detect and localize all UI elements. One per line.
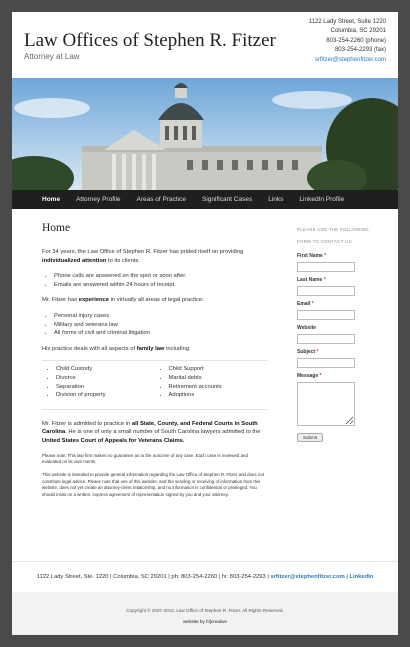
list-item: • Military and veterans law	[54, 321, 267, 330]
list-item: • Emails are answered within 24 hours of receipt.	[54, 281, 267, 290]
message-field[interactable]	[297, 382, 355, 426]
family-law-list-left	[56, 365, 155, 399]
last-name-label	[297, 277, 382, 283]
footer-contact-bar	[12, 561, 398, 591]
text: including:	[164, 345, 191, 352]
label-text: First Name	[297, 253, 323, 259]
footer-copyright-bar	[12, 592, 398, 635]
list-item: • Marital debts	[169, 374, 268, 383]
page	[12, 12, 398, 635]
nav-areas-of-practice[interactable]: Areas of Practice	[136, 196, 186, 203]
footer-email-link[interactable]: srfitzer@stephenfitzer.com	[270, 574, 345, 580]
form-intro: PLEASE USE THE FOLLOWING FORM TO CONTACT US	[297, 227, 370, 244]
label-text: Email	[297, 301, 311, 307]
text-bold: family law	[136, 345, 165, 352]
first-name-field[interactable]	[297, 262, 355, 272]
experience-paragraph	[42, 296, 267, 305]
copyright: Copyright © 2007-2012, Law Office of Stephen R. Fitzer. All Rights Reserved.	[126, 608, 284, 613]
main-content	[42, 222, 267, 505]
nav-links[interactable]: Links	[268, 196, 284, 203]
text-bold: individualized attention	[42, 257, 107, 264]
list-item: • All forms of civil and criminal litigation	[54, 329, 267, 338]
site-title[interactable]: Law Offices of Stephen R. Fitzer	[24, 30, 276, 51]
list-item: • Adoptions	[169, 391, 268, 400]
hero-image-statehouse	[12, 78, 398, 190]
list-item: • Child Custody	[56, 365, 155, 374]
nav-home[interactable]: Home	[42, 196, 61, 203]
text: For 34 years, the Law Office of Stephen R. Fitzer has prided itself on providing	[42, 249, 244, 255]
website-field[interactable]	[297, 334, 355, 344]
footer-address: 1122 Lady Street, Ste. 1220 | Columbia, SC 29201 | ph: 803-254-2260 | fx: 803-254-2293 |	[36, 574, 271, 580]
email-label	[297, 301, 382, 307]
website-label	[297, 325, 382, 331]
label-text: Message	[297, 373, 319, 379]
label-text: Subject	[297, 349, 316, 355]
list-item: • Child Support	[169, 365, 268, 374]
text: . He is one of only a small number of South Carolina lawyers admitted to the	[65, 429, 261, 436]
text-bold: experience	[78, 297, 110, 304]
text: to its clients.	[106, 257, 140, 264]
practice-list	[54, 312, 267, 338]
outcome-note: Please note: This law firm makes no guarantee as to the outcome of any case. Each case is reviewed and evaluated on its own merits.	[42, 452, 248, 464]
required-marker: *	[316, 349, 319, 355]
label-text: Website	[297, 325, 317, 331]
subject-field[interactable]	[297, 358, 355, 368]
email-field[interactable]	[297, 310, 355, 320]
text-bold: United States Court of Appeals for Veterans Claims.	[42, 437, 185, 444]
required-marker: *	[311, 301, 314, 307]
required-marker: *	[319, 373, 322, 379]
required-marker: *	[324, 253, 327, 259]
text: His practice deals with all aspects of	[42, 345, 137, 352]
nav-significant-cases[interactable]: Significant Cases	[202, 196, 253, 203]
text: Mr. Fitzer is admitted to practice in	[42, 420, 132, 427]
message-label	[297, 373, 382, 379]
submit-button[interactable]: Submit	[297, 433, 323, 442]
header-email-link[interactable]: srfitzer@stephenfitzer.com	[314, 56, 386, 63]
last-name-field[interactable]	[297, 286, 355, 296]
nav-linkedin-profile[interactable]: LinkedIn Profile	[299, 196, 345, 203]
main-nav	[12, 190, 398, 209]
list-item: • Divorce	[56, 374, 155, 383]
header-contact	[309, 18, 386, 65]
legal-disclaimer: This website is intended to provide general information regarding the Law Office of Stephen R. Fitzer and does not constitute legal advice. Please note that use of this website, and the sending or receiving of information from this website, does not yet create an attorney-client relationship, and no information is confidential or privileged. You should insist on a written, express agreement of representation signed by you and your attorney.	[42, 472, 265, 497]
fax: 803-254-2293 (fax)	[334, 47, 386, 54]
address-line-1: 1122 Lady Street, Suite 1220	[308, 19, 386, 25]
first-name-label	[297, 253, 382, 259]
site-credit[interactable]: website by hl|creative	[183, 619, 227, 624]
subject-label	[297, 349, 382, 355]
intro-paragraph	[42, 248, 267, 265]
nav-attorney-profile[interactable]: Attorney Profile	[76, 196, 121, 203]
text: Mr. Fitzer has	[42, 297, 79, 304]
family-law-paragraph	[42, 345, 267, 354]
footer-separator: |	[344, 574, 350, 580]
text-bold: all State, County, and Federal Courts in South Carolina	[42, 420, 258, 436]
address-line-2: Columbia, SC 29201	[330, 28, 386, 35]
family-law-columns	[42, 360, 267, 409]
page-title: Home	[42, 222, 71, 234]
site-tagline: Attorney at Law	[24, 52, 80, 61]
footer-linkedin-link[interactable]: LinkedIn	[349, 574, 374, 580]
family-law-list-right	[169, 365, 268, 399]
admission-paragraph	[42, 420, 267, 446]
list-item: • Division of property	[56, 391, 155, 400]
list-item: • Retirement accounts	[169, 383, 268, 392]
site-header	[12, 12, 398, 78]
list-item: • Personal injury cases	[54, 312, 267, 321]
list-item: • Phone calls are answered on the spot or soon after.	[54, 272, 267, 281]
phone: 803-254-2260 (phone)	[326, 37, 386, 44]
statehouse-illustration	[12, 78, 398, 190]
responsiveness-list	[54, 272, 267, 289]
text: in virtually all areas of legal practice:	[109, 297, 204, 304]
list-item: • Separation	[56, 383, 155, 392]
label-text: Last Name	[297, 277, 323, 283]
required-marker: *	[323, 277, 326, 283]
contact-form-sidebar	[297, 224, 382, 444]
